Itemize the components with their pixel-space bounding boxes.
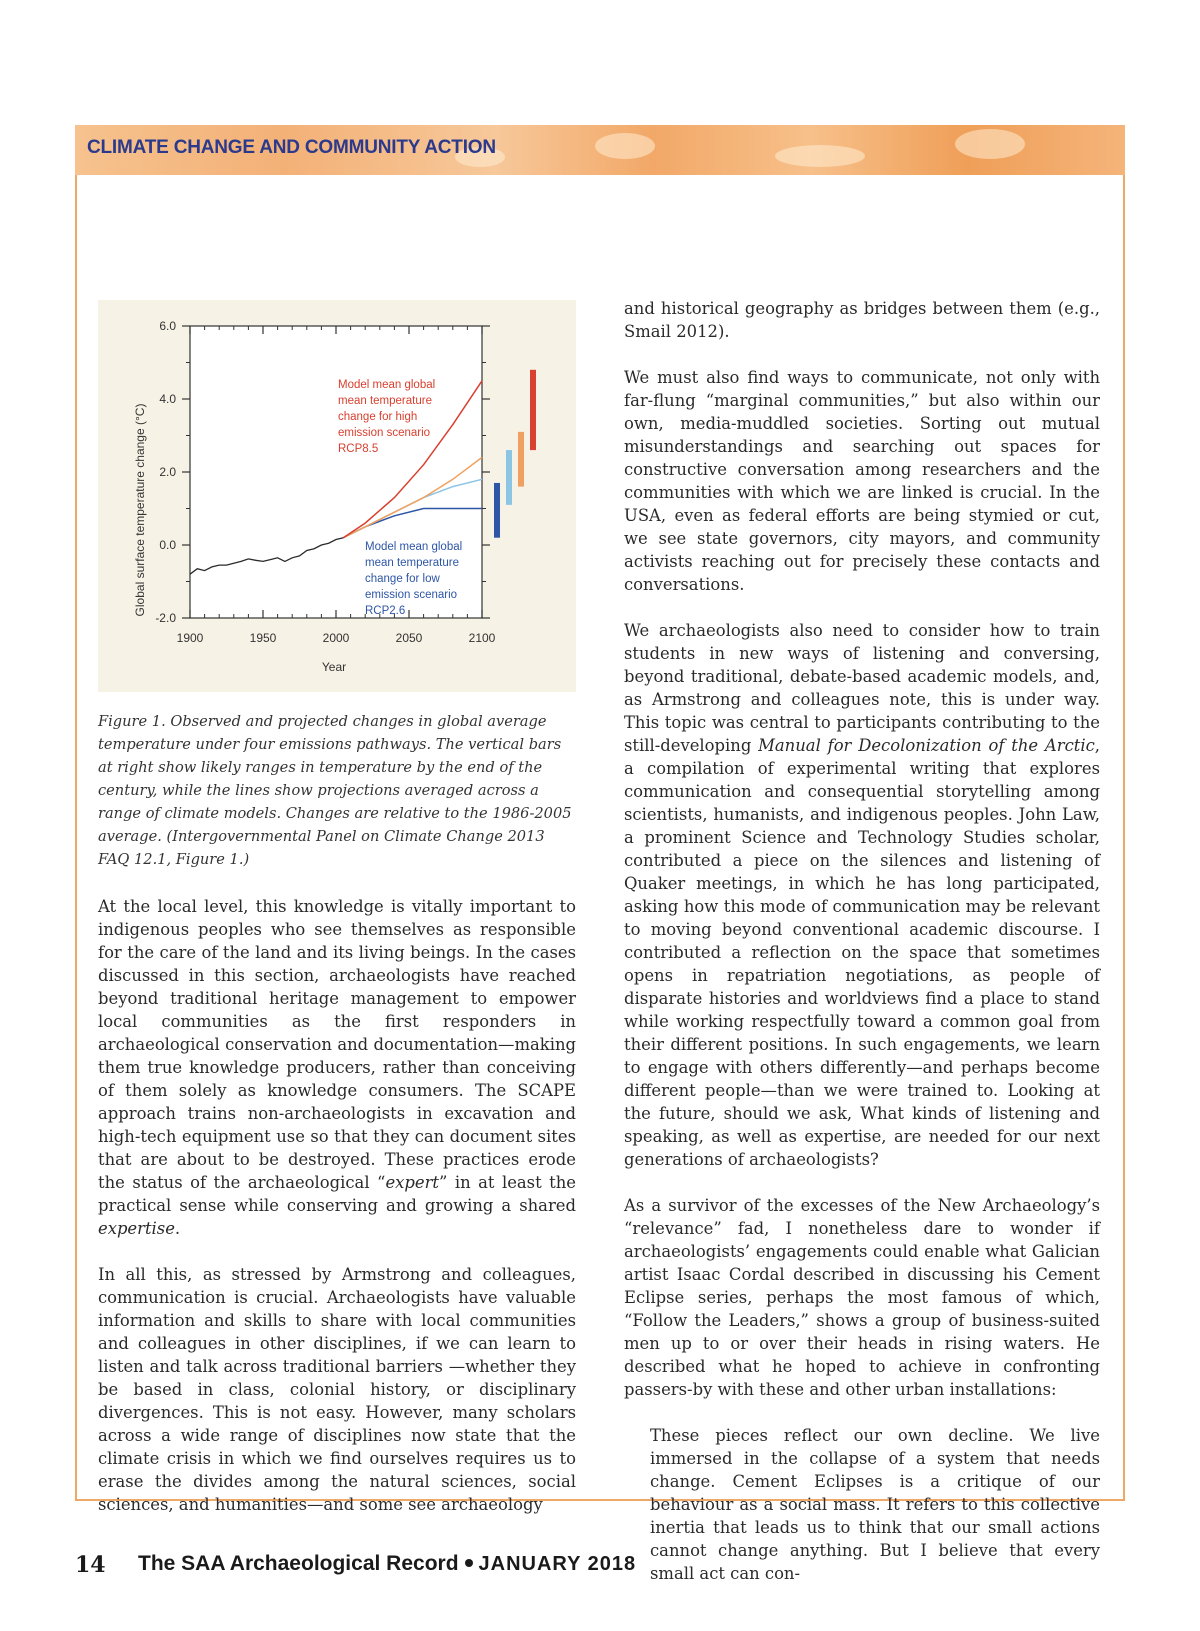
section-banner (75, 125, 1125, 175)
paragraph: and historical geography as bridges between them (e.g., Smail 2012). (624, 299, 1100, 341)
y-tick-label: 4.0 (159, 392, 176, 406)
y-axis-label: Global surface temperature change (°C) (133, 403, 147, 617)
figure-chart (98, 300, 576, 692)
publication-title: The SAA Archaeological Record (138, 1552, 459, 1575)
y-tick-label: 0.0 (159, 538, 176, 552)
paragraph: We must also find ways to communicate, not only with far-flung “marginal communities,” but also within our own, media-muddled societies. Sorting out mutual misunderstandings and searching out spaces for constructive conversation among researchers and the communities with which we are linked is crucial. In the USA, even as federal efforts are being stymied or cut, we see state governors, city mayors, and community activists reaching out for precisely these contacts and conversations. (624, 368, 1100, 594)
y-tick-label: -2.0 (155, 611, 176, 625)
x-tick-label: 2000 (322, 631, 350, 645)
figure-caption: Figure 1. Observed and projected changes in global average temperature under four emissions pathways. The vertical bars at right show likely ranges in temperature by the end of the century, while the lines show projections averaged across a range of climate models. Changes are relative to the 1986-2005 average. (Intergovernmental Panel on Climate Change 2013 FAQ 12.1, Figure 1.) (98, 713, 572, 868)
x-tick-label: 1900 (176, 631, 204, 645)
paragraph: As a survivor of the excesses of the New Archaeology’s “relevance” fad, I nonetheless dare to wonder if archaeologists’ engagements could enable what Galician artist Isaac Cordal described in discussing his Cement Eclipse series, perhaps the most famous of which, “Follow the Leaders,” shows a group of business-suited men up to or over their heads in rising waters. He described what he hoped to achieve in confronting passers-by with these and other urban installations: (624, 1196, 1100, 1399)
section-title: CLIMATE CHANGE AND COMMUNITY ACTION (87, 137, 496, 158)
paragraph: In all this, as stressed by Armstrong and colleagues, communication is crucial. Archaeologists have valuable information and skills to share with local communities and colleagues in other disciplines, if we can learn to listen and talk across traditional barriers —whether they be based in class, colonial history, or disciplinary divergences. This is not easy. However, many scholars across a wide range of disciplines now state that the climate crisis in which we find ourselves requires us to erase the divides among the natural sciences, social sciences, and humanities—and some see archaeology (98, 1265, 576, 1514)
y-tick-label: 2.0 (159, 465, 176, 479)
x-axis-label: Year (321, 660, 347, 674)
temperature-chart (98, 300, 576, 692)
y-tick-label: 6.0 (159, 319, 176, 333)
left-column (98, 895, 576, 1539)
x-tick-label: 1950 (249, 631, 277, 645)
page-number: 14 (75, 1552, 106, 1578)
bullet-icon (465, 1559, 473, 1567)
likely-range-bar-rcp6-0 (518, 432, 524, 487)
x-tick-label: 2050 (395, 631, 423, 645)
annotation-low: Model mean global mean temperature change for low emission scenario RCP2.6 (365, 541, 463, 617)
paragraph: At the local level, this knowledge is vitally important to indigenous peoples who see themselves as responsible for the care of the land and its living beings. In the cases discussed in this section, archaeologists have reached beyond traditional heritage management to empower local communities as the first responders in archaeological conservation and documentation—making them true knowledge producers, rather than conceiving of them solely as knowledge consumers. The SCAPE approach trains non-archaeologists in excavation and high-tech equipment use so that they can document sites that are about to be destroyed. These practices erode the status of the archaeological “expert” in at least the practical sense while conserving and growing a shared expertise. (98, 897, 576, 1238)
publication-line (138, 1552, 636, 1576)
paragraph: We archaeologists also need to consider how to train students in new ways of listening and conversing, beyond traditional, debate-based academic models, and, as Armstrong and colleagues note, this is under way. This topic was central to participants contributing to the still-developing Manual for Decolonization of the Arctic, a compilation of experimental writing that explores communication and consequential storytelling among scientists, humanists, and indigenous peoples. John Law, a prominent Science and Technology Studies scholar, contributed a piece on the silences and listening of Quaker meetings, in which he has long participated, asking how this mode of communication may be relevant to moving beyond conventional academic discourse. I contributed a reflection on the space that sometimes opens in repatriation negotiations, as people of disparate histories and worldviews find a place to stand while working respectfully toward a common goal from their different positions. In such engagements, we learn to engage with others differently—and perhaps become different people—than we were trained to. Looking at the future, should we ask, What kinds of listening and speaking, as well as expertise, are needed for our next generations of archaeologists? (624, 621, 1100, 1169)
right-column (624, 297, 1100, 1585)
likely-range-bar-rcp8-5 (530, 370, 536, 450)
likely-range-bar-rcp2-6 (494, 483, 500, 538)
likely-range-bar-rcp4-5 (506, 450, 512, 505)
x-tick-label: 2100 (468, 631, 496, 645)
annotation-high: Model mean global mean temperature change for high emission scenario RCP8.5 (338, 379, 436, 455)
issue-date: JANUARY 2018 (478, 1553, 637, 1575)
block-quote: These pieces reflect our own decline. We live immersed in the collapse of a system that needs change. Cement Eclipses is a critique of our behaviour as a social mass. It refers to this collective inertia that leads us to think that our small actions cannot change anything. But I believe that every small act can con- (650, 1426, 1100, 1583)
